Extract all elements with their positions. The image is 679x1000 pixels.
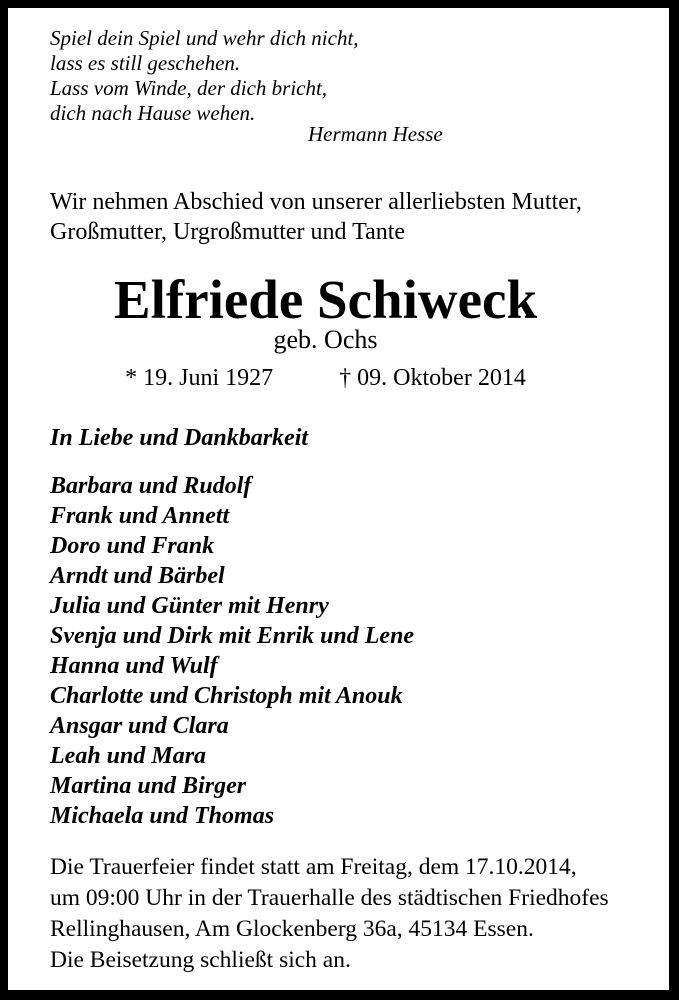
death-date: † 09. Oktober 2014 <box>339 365 526 391</box>
mourner-line: Doro und Frank <box>50 533 215 559</box>
mourner-line: Leah und Mara <box>50 743 207 769</box>
obituary-page <box>8 8 669 990</box>
poem-quote <box>50 26 601 126</box>
deceased-name: Elfriede Schiweck <box>113 269 538 330</box>
intro-line: Wir nehmen Abschied von unserer allerliebsten Mutter, <box>50 189 582 215</box>
mourner-line: Julia und Günter mit Henry <box>50 593 329 619</box>
poem-line: lass es still geschehen. <box>50 51 241 75</box>
funeral-info <box>50 852 609 976</box>
mourner-line: Svenja und Dirk mit Enrik und Lene <box>50 623 415 649</box>
salutation: In Liebe und Dankbarkeit <box>50 425 309 451</box>
funeral-line: Die Trauerfeier findet statt am Freitag, dem 17.10.2014, <box>50 854 577 880</box>
mourner-line: Michaela und Thomas <box>50 803 275 829</box>
funeral-line: Rellinghausen, Am Glockenberg 36a, 45134 Essen. <box>50 916 534 942</box>
poem-line: dich nach Hause wehen. <box>50 101 256 125</box>
life-dates <box>50 363 601 393</box>
funeral-line: Die Beisetzung schließt sich an. <box>50 947 351 973</box>
mourner-line: Charlotte und Christoph mit Anouk <box>50 683 403 709</box>
mourner-line: Frank und Annett <box>50 503 230 529</box>
intro-line: Großmutter, Urgroßmutter und Tante <box>50 219 406 245</box>
intro-text <box>50 187 601 247</box>
mourner-line: Barbara und Rudolf <box>50 473 252 499</box>
birth-date: * 19. Juni 1927 <box>125 365 274 391</box>
poem-attribution: Hermann Hesse <box>308 122 443 146</box>
maiden-name: geb. Ochs <box>273 325 378 354</box>
mourner-line: Ansgar und Clara <box>50 713 229 739</box>
poem-line: Lass vom Winde, der dich bricht, <box>50 76 328 100</box>
mourners-list <box>50 471 601 831</box>
mourner-line: Hanna und Wulf <box>50 653 218 679</box>
funeral-line: um 09:00 Uhr in der Trauerhalle des städtischen Friedhofes <box>50 885 609 911</box>
obituary-content <box>8 8 669 976</box>
poem-line: Spiel dein Spiel und wehr dich nicht, <box>50 26 359 50</box>
mourner-line: Martina und Birger <box>50 773 247 799</box>
mourner-line: Arndt und Bärbel <box>50 563 225 589</box>
